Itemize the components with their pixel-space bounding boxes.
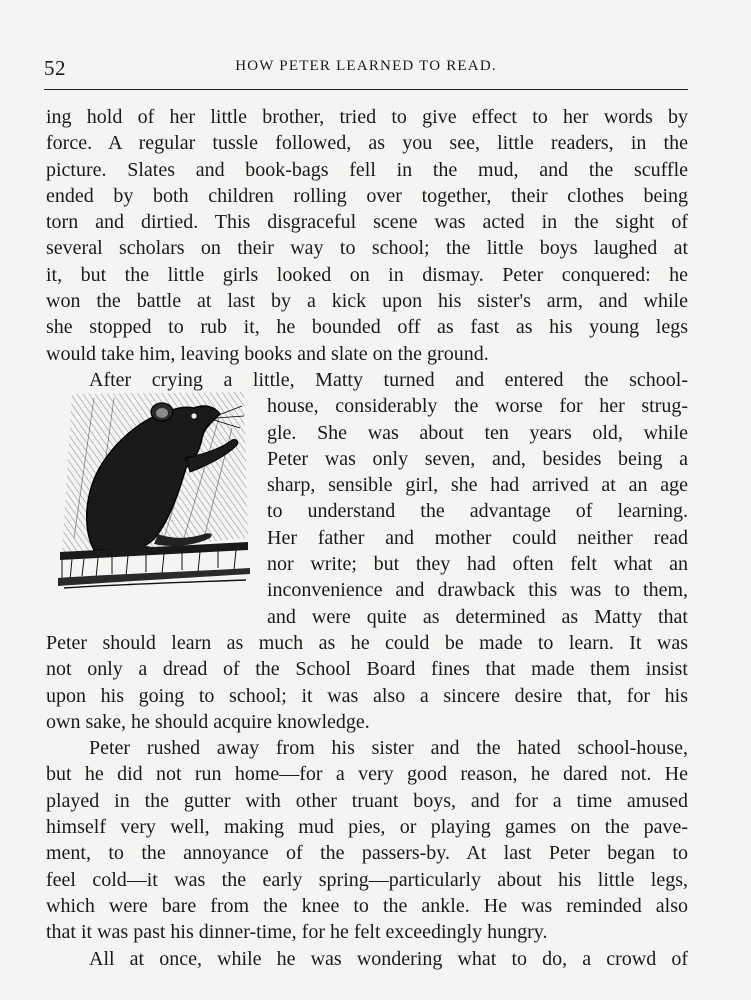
text-line: inconvenience and drawback this was to them, (267, 579, 688, 602)
text-line: and were quite as determined as Matty that (267, 605, 688, 628)
text-line: After crying a little, Matty turned and entered the school- (89, 368, 688, 391)
text-line: upon his going to school; it was also a sincere desire that, for his (46, 684, 688, 707)
text-line: Peter should learn as much as he could be made to learn. It was (46, 631, 688, 654)
text-line: but he did not run home—for a very good reason, he dared not. He (46, 763, 688, 786)
text-line: Her father and mother could neither read (267, 526, 688, 549)
text-line: won the battle at last by a kick upon his sister's arm, and while (46, 290, 688, 313)
text-line: own sake, he should acquire knowledge. (46, 710, 370, 733)
text-line: house, considerably the worse for her strug- (267, 395, 688, 418)
text-line: to understand the advantage of learning. (267, 500, 688, 523)
page-header (44, 56, 688, 86)
text-line: which were bare from the knee to the ankle. He was reminded also (46, 894, 688, 917)
text-line: played in the gutter with other truant boys, and for a time amused (46, 789, 688, 812)
rat-engraving-illustration (54, 388, 250, 600)
text-line: would take him, leaving books and slate on the ground. (46, 342, 489, 365)
text-line: Peter rushed away from his sister and the hated school-house, (89, 737, 688, 760)
text-line: that it was past his dinner-time, for he felt exceedingly hungry. (46, 921, 548, 944)
page-number: 52 (44, 56, 66, 80)
text-line: she stopped to rub it, he bounded off as fast as his young legs (46, 316, 688, 339)
text-line: ended by both children rolling over together, their clothes being (46, 184, 688, 207)
text-line: torn and dirtied. This disgraceful scene was acted in the sight of (46, 211, 688, 234)
text-line: ing hold of her little brother, tried to give effect to her words by (46, 106, 688, 128)
text-line: feel cold—it was the early spring—particularly about his little legs, (46, 868, 688, 891)
text-line: picture. Slates and book-bags fell in the mud, and the scuffle (46, 158, 688, 181)
text-line: it, but the little girls looked on in dismay. Peter conquered: he (46, 263, 688, 286)
header-rule (44, 89, 688, 90)
text-line: force. A regular tussle followed, as you see, little readers, in the (46, 132, 688, 155)
text-line: several scholars on their way to school; the little boys laughed at (46, 237, 688, 260)
text-line: not only a dread of the School Board fines that made them insist (46, 658, 688, 681)
text-line: himself very well, making mud pies, or playing games on the pave- (46, 816, 688, 839)
text-line: gle. She was about ten years old, while (267, 421, 688, 444)
text-line: ment, to the annoyance of the passers-by. At last Peter began to (46, 842, 688, 865)
text-line: Peter was only seven, and, besides being a (267, 447, 688, 470)
text-line: nor write; but they had often felt what an (267, 553, 688, 576)
running-head: HOW PETER LEARNED TO READ. (235, 58, 497, 74)
text-line: All at once, while he was wondering what to do, a crowd of (89, 947, 688, 970)
text-line: sharp, sensible girl, she had arrived at an age (267, 474, 688, 497)
